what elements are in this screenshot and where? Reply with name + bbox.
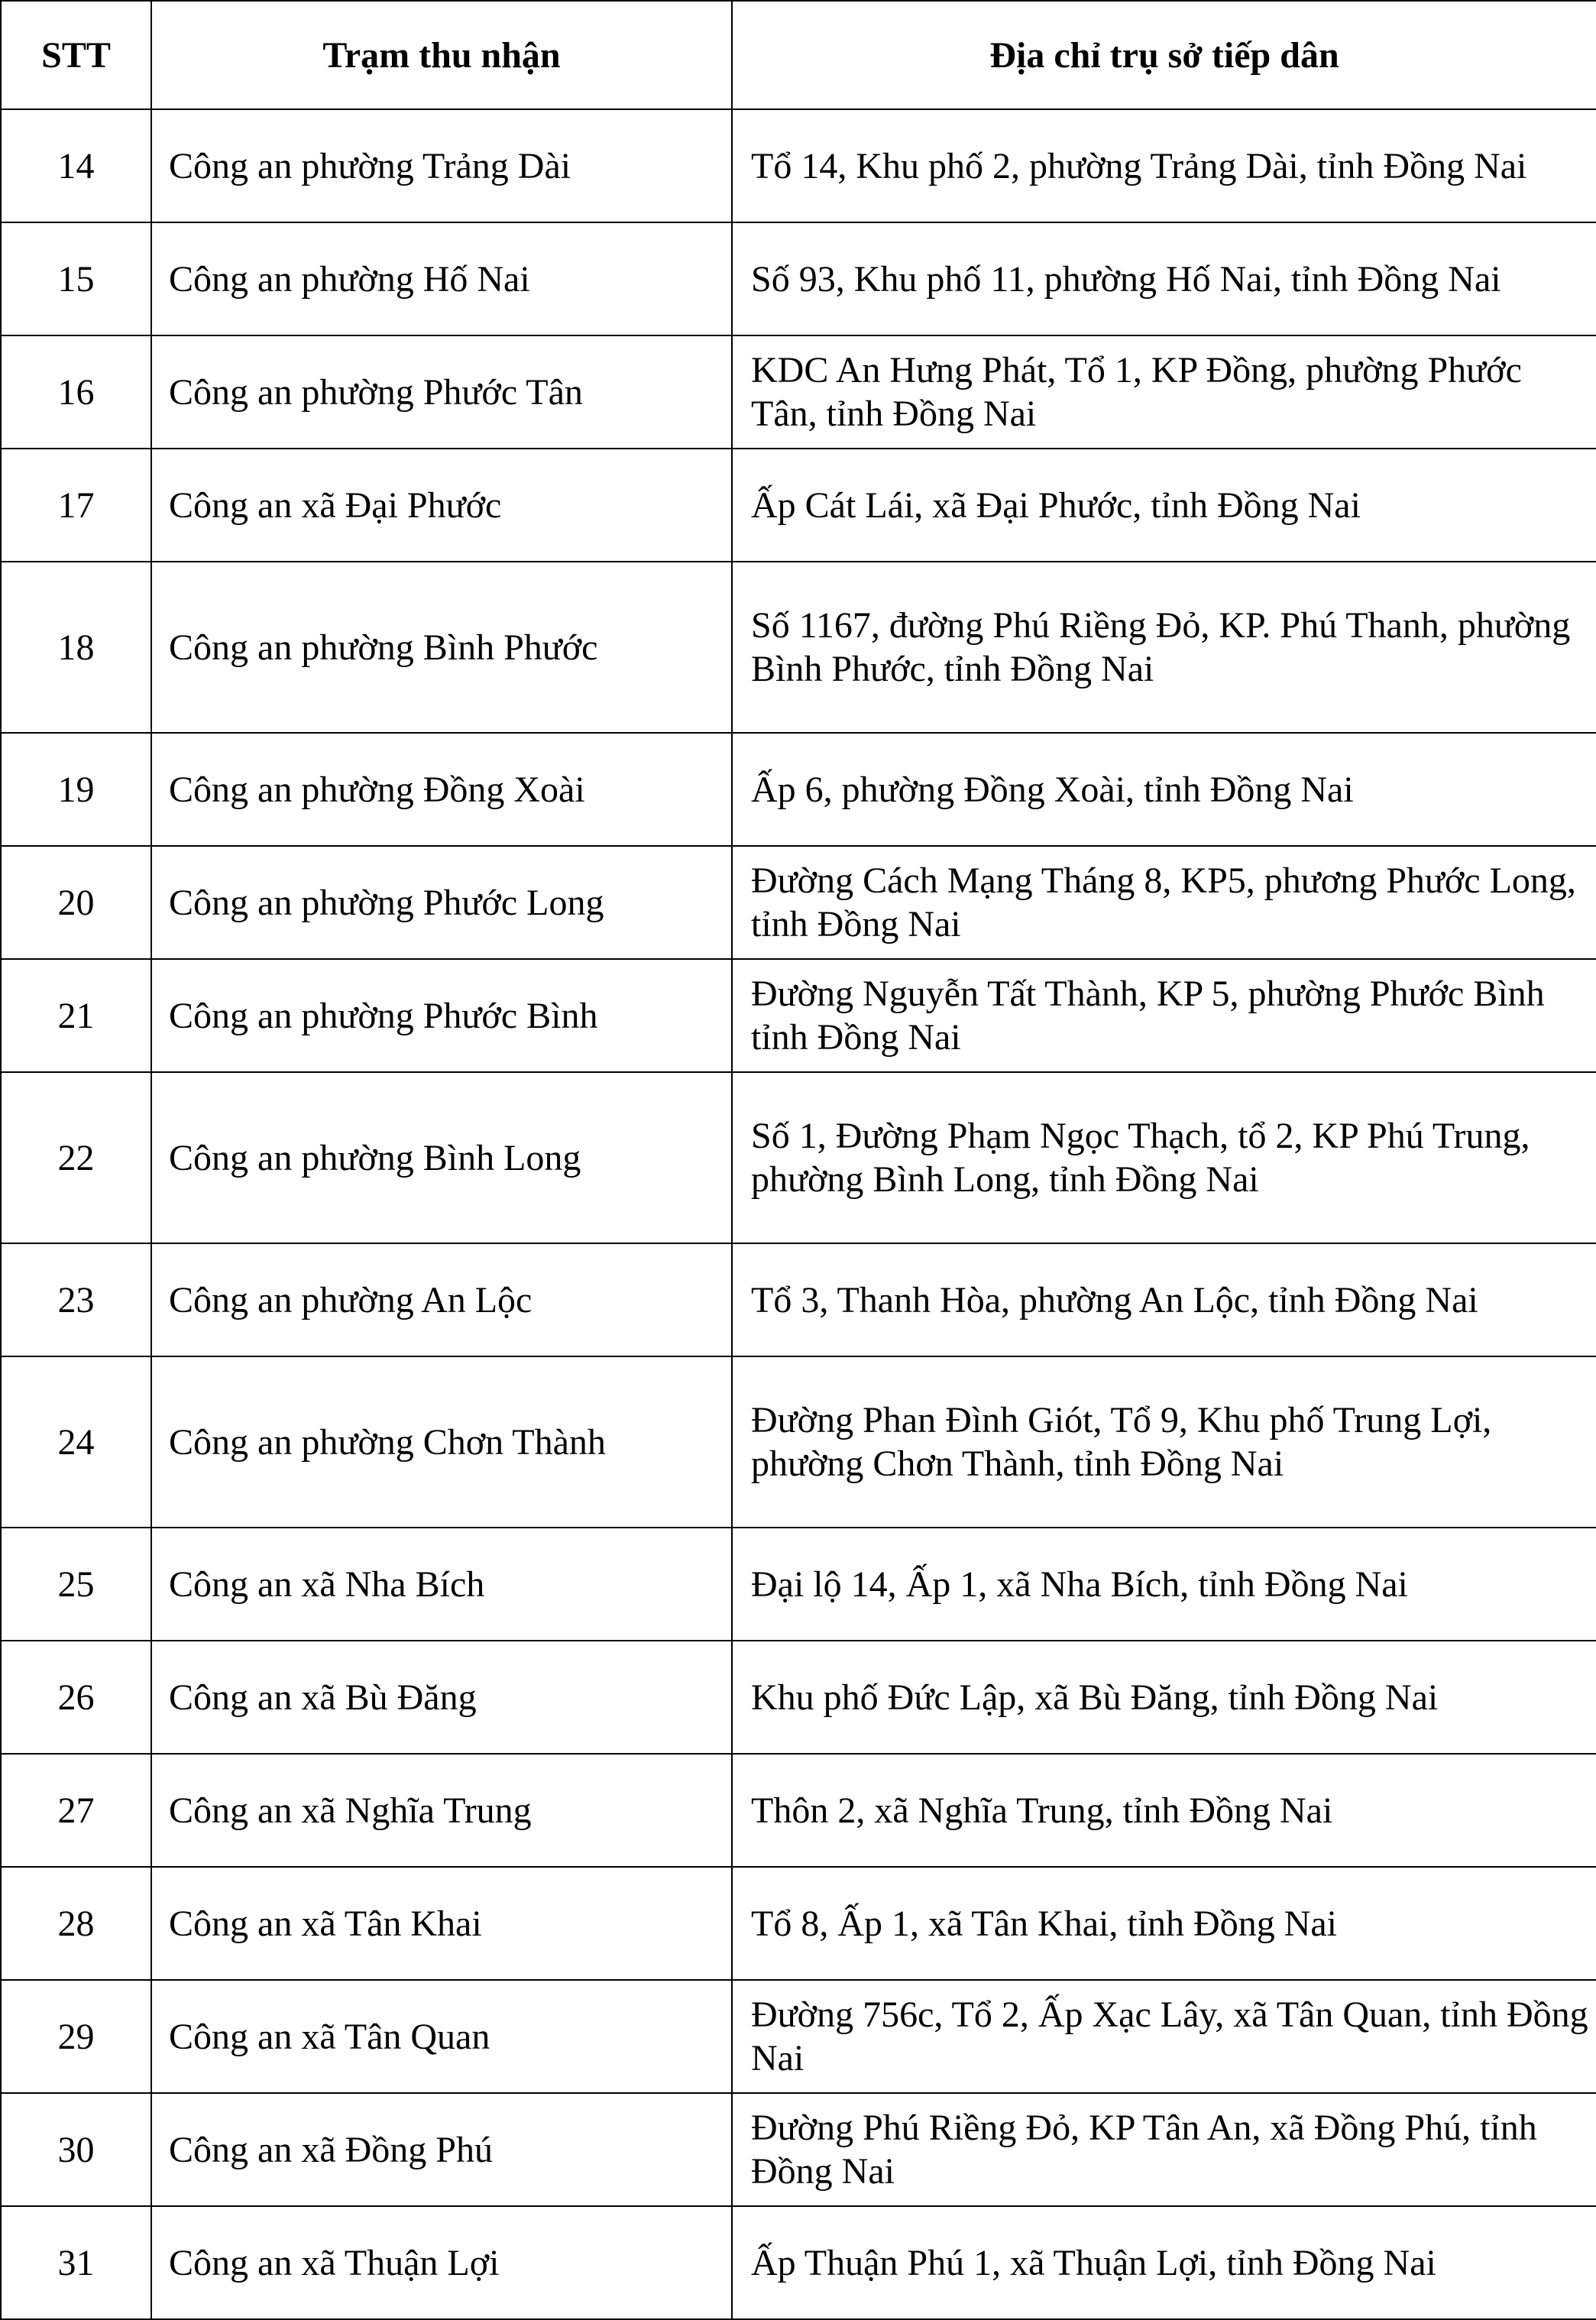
row-stt-cell: 15 [1,222,151,335]
row-address-cell: Ấp Thuận Phú 1, xã Thuận Lợi, tỉnh Đồng Nai [732,2206,1596,2319]
table-row [1,959,1596,1072]
row-address-cell: Đường Nguyễn Tất Thành, KP 5, phường Phước Bình tỉnh Đồng Nai [732,959,1596,1072]
row-address-cell: Tổ 3, Thanh Hòa, phường An Lộc, tỉnh Đồng Nai [732,1243,1596,1356]
row-stt-cell: 22 [1,1072,151,1243]
row-tram-cell: Công an phường Phước Tân [151,335,732,449]
row-tram-cell: Công an xã Tân Quan [151,1980,732,2093]
row-tram-cell: Công an xã Nha Bích [151,1528,732,1641]
row-stt-cell: 26 [1,1641,151,1754]
row-stt-cell: 29 [1,1980,151,2093]
row-stt-cell: 23 [1,1243,151,1356]
row-tram-cell: Công an xã Thuận Lợi [151,2206,732,2319]
table-row [1,1243,1596,1356]
row-stt-cell: 14 [1,109,151,222]
row-address-cell: Khu phố Đức Lập, xã Bù Đăng, tỉnh Đồng Nai [732,1641,1596,1754]
row-tram-cell: Công an xã Bù Đăng [151,1641,732,1754]
table-row [1,1980,1596,2093]
row-tram-cell: Công an phường Trảng Dài [151,109,732,222]
table-row [1,1754,1596,1867]
table-row [1,1356,1596,1528]
row-address-cell: Thôn 2, xã Nghĩa Trung, tỉnh Đồng Nai [732,1754,1596,1867]
row-tram-cell: Công an phường Chơn Thành [151,1356,732,1528]
row-tram-cell: Công an phường An Lộc [151,1243,732,1356]
table-row [1,846,1596,959]
row-tram-cell: Công an phường Đồng Xoài [151,733,732,846]
row-address-cell: KDC An Hưng Phát, Tổ 1, KP Đồng, phường Phước Tân, tỉnh Đồng Nai [732,335,1596,449]
row-stt-cell: 16 [1,335,151,449]
row-stt-cell: 27 [1,1754,151,1867]
header-row [1,1,1596,109]
row-address-cell: Tổ 14, Khu phố 2, phường Trảng Dài, tỉnh Đồng Nai [732,109,1596,222]
row-stt-cell: 30 [1,2093,151,2206]
row-address-cell: Tổ 8, Ấp 1, xã Tân Khai, tỉnh Đồng Nai [732,1867,1596,1980]
table-row [1,1867,1596,1980]
row-stt-cell: 18 [1,562,151,733]
table-row [1,1528,1596,1641]
row-address-cell: Ấp 6, phường Đồng Xoài, tỉnh Đồng Nai [732,733,1596,846]
row-address-cell: Ấp Cát Lái, xã Đại Phước, tỉnh Đồng Nai [732,449,1596,562]
row-tram-cell: Công an phường Phước Bình [151,959,732,1072]
row-tram-cell: Công an xã Tân Khai [151,1867,732,1980]
header-stt: STT [1,1,151,109]
table-row [1,733,1596,846]
table-row [1,335,1596,449]
row-stt-cell: 25 [1,1528,151,1641]
table-row [1,109,1596,222]
row-tram-cell: Công an xã Nghĩa Trung [151,1754,732,1867]
row-stt-cell: 21 [1,959,151,1072]
row-stt-cell: 20 [1,846,151,959]
row-stt-cell: 19 [1,733,151,846]
row-tram-cell: Công an phường Bình Long [151,1072,732,1243]
table-row [1,222,1596,335]
row-tram-cell: Công an phường Phước Long [151,846,732,959]
row-stt-cell: 31 [1,2206,151,2319]
row-stt-cell: 17 [1,449,151,562]
row-tram-cell: Công an phường Hố Nai [151,222,732,335]
table-body [1,109,1596,2319]
row-address-cell: Đường Phú Riềng Đỏ, KP Tân An, xã Đồng Phú, tỉnh Đồng Nai [732,2093,1596,2206]
table-row [1,449,1596,562]
row-address-cell: Số 93, Khu phố 11, phường Hố Nai, tỉnh Đồng Nai [732,222,1596,335]
header-dia-chi: Địa chỉ trụ sở tiếp dân [732,1,1596,109]
row-address-cell: Số 1, Đường Phạm Ngọc Thạch, tổ 2, KP Phú Trung, phường Bình Long, tỉnh Đồng Nai [732,1072,1596,1243]
row-address-cell: Đường 756c, Tổ 2, Ấp Xạc Lây, xã Tân Quan, tỉnh Đồng Nai [732,1980,1596,2093]
table-row [1,1072,1596,1243]
row-tram-cell: Công an xã Đồng Phú [151,2093,732,2206]
row-address-cell: Số 1167, đường Phú Riềng Đỏ, KP. Phú Thanh, phường Bình Phước, tỉnh Đồng Nai [732,562,1596,733]
header-tram-thu-nhan: Trạm thu nhận [151,1,732,109]
row-address-cell: Đường Cách Mạng Tháng 8, KP5, phương Phước Long, tỉnh Đồng Nai [732,846,1596,959]
table-row [1,562,1596,733]
table-row [1,2206,1596,2319]
table-row [1,2093,1596,2206]
row-stt-cell: 24 [1,1356,151,1528]
row-stt-cell: 28 [1,1867,151,1980]
row-tram-cell: Công an phường Bình Phước [151,562,732,733]
table-header [1,1,1596,109]
row-address-cell: Đường Phan Đình Giót, Tổ 9, Khu phố Trung Lợi, phường Chơn Thành, tỉnh Đồng Nai [732,1356,1596,1528]
row-tram-cell: Công an xã Đại Phước [151,449,732,562]
table-row [1,1641,1596,1754]
row-address-cell: Đại lộ 14, Ấp 1, xã Nha Bích, tỉnh Đồng Nai [732,1528,1596,1641]
